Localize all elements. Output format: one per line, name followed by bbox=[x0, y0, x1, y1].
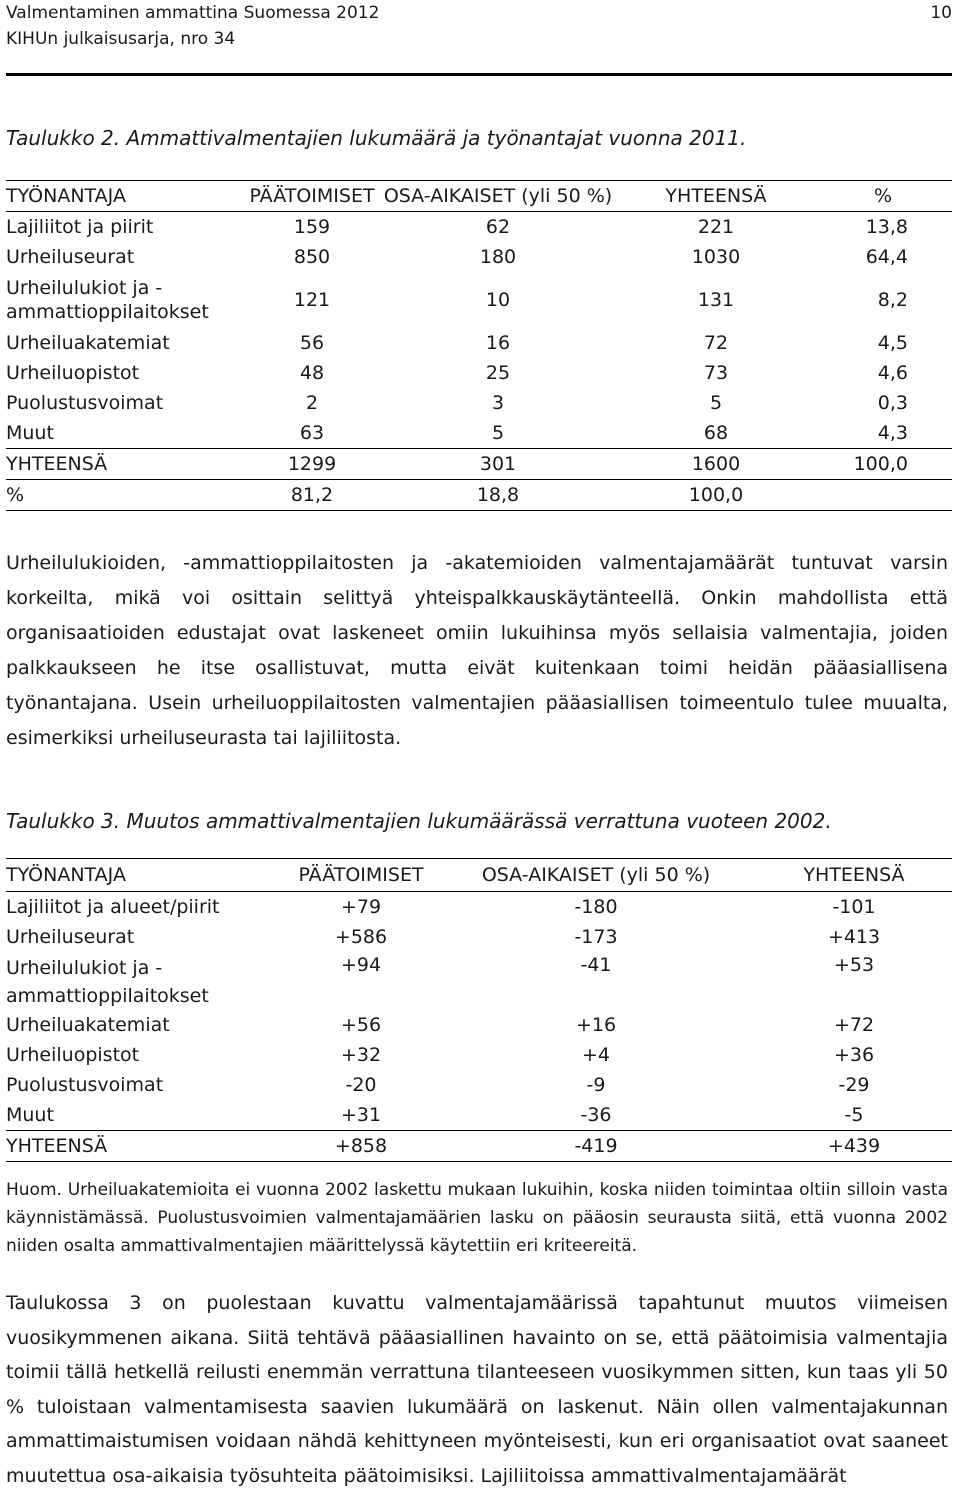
table-cell: 221 bbox=[697, 216, 735, 238]
table-row bbox=[6, 1010, 952, 1040]
table2-caption: Taulukko 2. Ammattivalmentajien lukumäärä ja työnantajat vuonna 2011. bbox=[6, 126, 747, 150]
table-cell: 2 bbox=[305, 392, 319, 414]
table-note: Huom. Urheiluakatemioita ei vuonna 2002 laskettu mukaan lukuihin, koska niiden toimintaa oltiin silloin vasta käynnistämässä. Puolustusvoimien valmentajamäärien lasku on pääosin seurausta siitä, että vuonna 2002 niiden osalta ammattivalmentajien määrittelyssä käytettiin eri kriteereitä. bbox=[6, 1180, 948, 1256]
table-cell: 180 bbox=[479, 246, 517, 268]
table-cell: Muut bbox=[6, 1104, 54, 1126]
table-cell: 0,3 bbox=[877, 392, 908, 414]
table-cell: -173 bbox=[574, 926, 618, 948]
table-total-row bbox=[6, 449, 952, 480]
table-cell: 16 bbox=[485, 332, 511, 354]
table-cell: 1030 bbox=[691, 246, 741, 268]
table-cell: +32 bbox=[340, 1044, 382, 1066]
table-row bbox=[6, 418, 952, 449]
table-header-row bbox=[6, 859, 952, 892]
header-rule bbox=[6, 73, 952, 76]
table-cell: 1299 bbox=[246, 449, 378, 480]
column-header: % bbox=[814, 181, 952, 212]
body-paragraph-2: Taulukossa 3 on puolestaan kuvattu valmentajamäärissä tapahtunut muutos viimeisen vuosikymmenen aikana. Siitä tehtävä pääasiallinen havainto on se, että päätoimisia valmentajia toimii tällä hetkellä reilusti enemmän verrattuna tilanteeseen vuosikymmen sitten, kun taas yli 50 % tuloistaan valmentamisesta saavien lukumäärä on laskenut. Näin ollen valmentajakunnan ammattimaistumisen voidaan nähdä kehittyneen myönteisesti, kun eri organisaatiot ovat saaneet muutettua osa-aikaisia työsuhteita päätoimisiksi. Lajiliitoissa ammattivalmentajamäärät bbox=[6, 1292, 948, 1487]
table-cell: 13,8 bbox=[865, 216, 908, 238]
table-row bbox=[6, 272, 952, 328]
column-header: OSA-AIKAISET (yli 50 %) bbox=[436, 859, 756, 892]
column-header: TYÖNANTAJA bbox=[6, 181, 246, 212]
table-cell: 3 bbox=[491, 392, 505, 414]
table-cell: Urheilulukiot ja - ammattioppilaitokset bbox=[6, 957, 209, 1007]
page-number: 10 bbox=[930, 3, 952, 23]
table-cell: 4,5 bbox=[877, 332, 908, 354]
table-row bbox=[6, 388, 952, 418]
table-cell: +53 bbox=[833, 954, 875, 976]
table-cell: +79 bbox=[340, 896, 382, 918]
table-cell: +72 bbox=[833, 1014, 875, 1036]
table-cell: -101 bbox=[832, 896, 876, 918]
table2 bbox=[6, 180, 952, 511]
table3-caption: Taulukko 3. Muutos ammattivalmentajien lukumäärässä verrattuna vuoteen 2002. bbox=[6, 809, 832, 833]
table-cell: +4 bbox=[581, 1044, 610, 1066]
table-cell: 131 bbox=[697, 289, 735, 311]
table-cell: +56 bbox=[340, 1014, 382, 1036]
table-cell: +858 bbox=[286, 1131, 436, 1162]
table-row bbox=[6, 242, 952, 272]
table-cell: +439 bbox=[756, 1131, 952, 1162]
table-cell: Muut bbox=[6, 422, 54, 444]
table-cell: 5 bbox=[709, 392, 723, 414]
table-row bbox=[6, 328, 952, 358]
table-row bbox=[6, 922, 952, 952]
table-cell: 100,0 bbox=[814, 449, 952, 480]
table-cell: +586 bbox=[334, 926, 388, 948]
table-cell: Urheiluopistot bbox=[6, 1044, 140, 1066]
table-cell: 159 bbox=[293, 216, 331, 238]
table-cell: 68 bbox=[703, 422, 729, 444]
table-cell: Urheiluakatemiat bbox=[6, 1014, 170, 1036]
body-paragraph-1: Urheilulukioiden, -ammattioppilaitosten ja -akatemioiden valmentajamäärät tuntuvat varsin korkeilta, mikä voi osittain selittyä yhteispalkkauskäytänteellä. Onkin mahdollista että organisaatioiden edustajat ovat laskeneet omiin lukuihinsa myös sellaisia valmentajia, joiden palkkaukseen he itse osallistuvat, mutta eivät kuitenkaan toimi heidän pääasiallisena työnantajana. Usein urheiluoppilaitosten valmentajien pääasiallisen toimeentulo tulee muualta, esimerkiksi urheiluseurasta tai lajiliitosta. bbox=[6, 552, 948, 749]
table-row bbox=[6, 892, 952, 923]
table-cell: 62 bbox=[485, 216, 511, 238]
table-cell: 48 bbox=[299, 362, 325, 384]
table-cell: +16 bbox=[575, 1014, 617, 1036]
table-cell: Urheiluseurat bbox=[6, 926, 135, 948]
table-cell: -5 bbox=[844, 1104, 864, 1126]
table-cell: 81,2 bbox=[246, 480, 378, 511]
table-cell: YHTEENSÄ bbox=[6, 1131, 286, 1162]
column-header: OSA-AIKAISET (yli 50 %) bbox=[378, 181, 618, 212]
table-row bbox=[6, 1070, 952, 1100]
table-cell bbox=[814, 480, 952, 511]
table-cell: -9 bbox=[586, 1074, 606, 1096]
table-cell: +36 bbox=[833, 1044, 875, 1066]
column-header: PÄÄTOIMISET bbox=[246, 181, 378, 212]
table-cell: Lajiliitot ja alueet/piirit bbox=[6, 896, 220, 918]
table-cell: +413 bbox=[827, 926, 881, 948]
table-cell: 18,8 bbox=[378, 480, 618, 511]
table-cell: 301 bbox=[378, 449, 618, 480]
table-cell: 850 bbox=[293, 246, 331, 268]
table-cell: 64,4 bbox=[865, 246, 908, 268]
header-publication-title: Valmentaminen ammattina Suomessa 2012 bbox=[6, 3, 380, 23]
table-cell: 63 bbox=[299, 422, 325, 444]
table-cell: 72 bbox=[703, 332, 729, 354]
column-header: YHTEENSÄ bbox=[618, 181, 814, 212]
table-cell: 5 bbox=[491, 422, 505, 444]
table-cell: 56 bbox=[299, 332, 325, 354]
table-cell: -419 bbox=[436, 1131, 756, 1162]
table-row bbox=[6, 358, 952, 388]
table-cell: -29 bbox=[838, 1074, 870, 1096]
table-cell: Urheilulukiot ja - ammattioppilaitokset bbox=[6, 277, 209, 323]
table-cell: +94 bbox=[340, 954, 382, 976]
table-cell: Urheiluopistot bbox=[6, 362, 140, 384]
table-cell: 121 bbox=[293, 289, 331, 311]
table-cell: 10 bbox=[485, 289, 511, 311]
column-header: PÄÄTOIMISET bbox=[286, 859, 436, 892]
table-cell: 1600 bbox=[618, 449, 814, 480]
table-cell: Lajiliitot ja piirit bbox=[6, 216, 154, 238]
table-cell: -180 bbox=[574, 896, 618, 918]
table-row bbox=[6, 1040, 952, 1070]
table-cell: 73 bbox=[703, 362, 729, 384]
table3 bbox=[6, 858, 952, 1162]
table-cell: -36 bbox=[580, 1104, 612, 1126]
table-cell: 4,6 bbox=[877, 362, 908, 384]
column-header: TYÖNANTAJA bbox=[6, 859, 286, 892]
table-header-row bbox=[6, 181, 952, 212]
table-row bbox=[6, 212, 952, 243]
table-cell: 4,3 bbox=[877, 422, 908, 444]
column-header: YHTEENSÄ bbox=[756, 859, 952, 892]
table-row bbox=[6, 1100, 952, 1131]
table-row bbox=[6, 952, 952, 1010]
table-cell: % bbox=[6, 480, 246, 511]
table-cell: -20 bbox=[345, 1074, 377, 1096]
table-cell: 100,0 bbox=[618, 480, 814, 511]
header-series: KIHUn julkaisusarja, nro 34 bbox=[6, 29, 236, 49]
table-cell: Puolustusvoimat bbox=[6, 392, 164, 414]
page-header bbox=[6, 0, 952, 52]
table-cell: +31 bbox=[340, 1104, 382, 1126]
table-cell: YHTEENSÄ bbox=[6, 449, 246, 480]
table-cell: -41 bbox=[580, 954, 612, 976]
table-percent-row bbox=[6, 480, 952, 511]
table-total-row bbox=[6, 1131, 952, 1162]
table-cell: 8,2 bbox=[877, 289, 908, 311]
table-cell: Puolustusvoimat bbox=[6, 1074, 164, 1096]
table-cell: Urheiluakatemiat bbox=[6, 332, 170, 354]
table-cell: Urheiluseurat bbox=[6, 246, 135, 268]
table-cell: 25 bbox=[485, 362, 511, 384]
